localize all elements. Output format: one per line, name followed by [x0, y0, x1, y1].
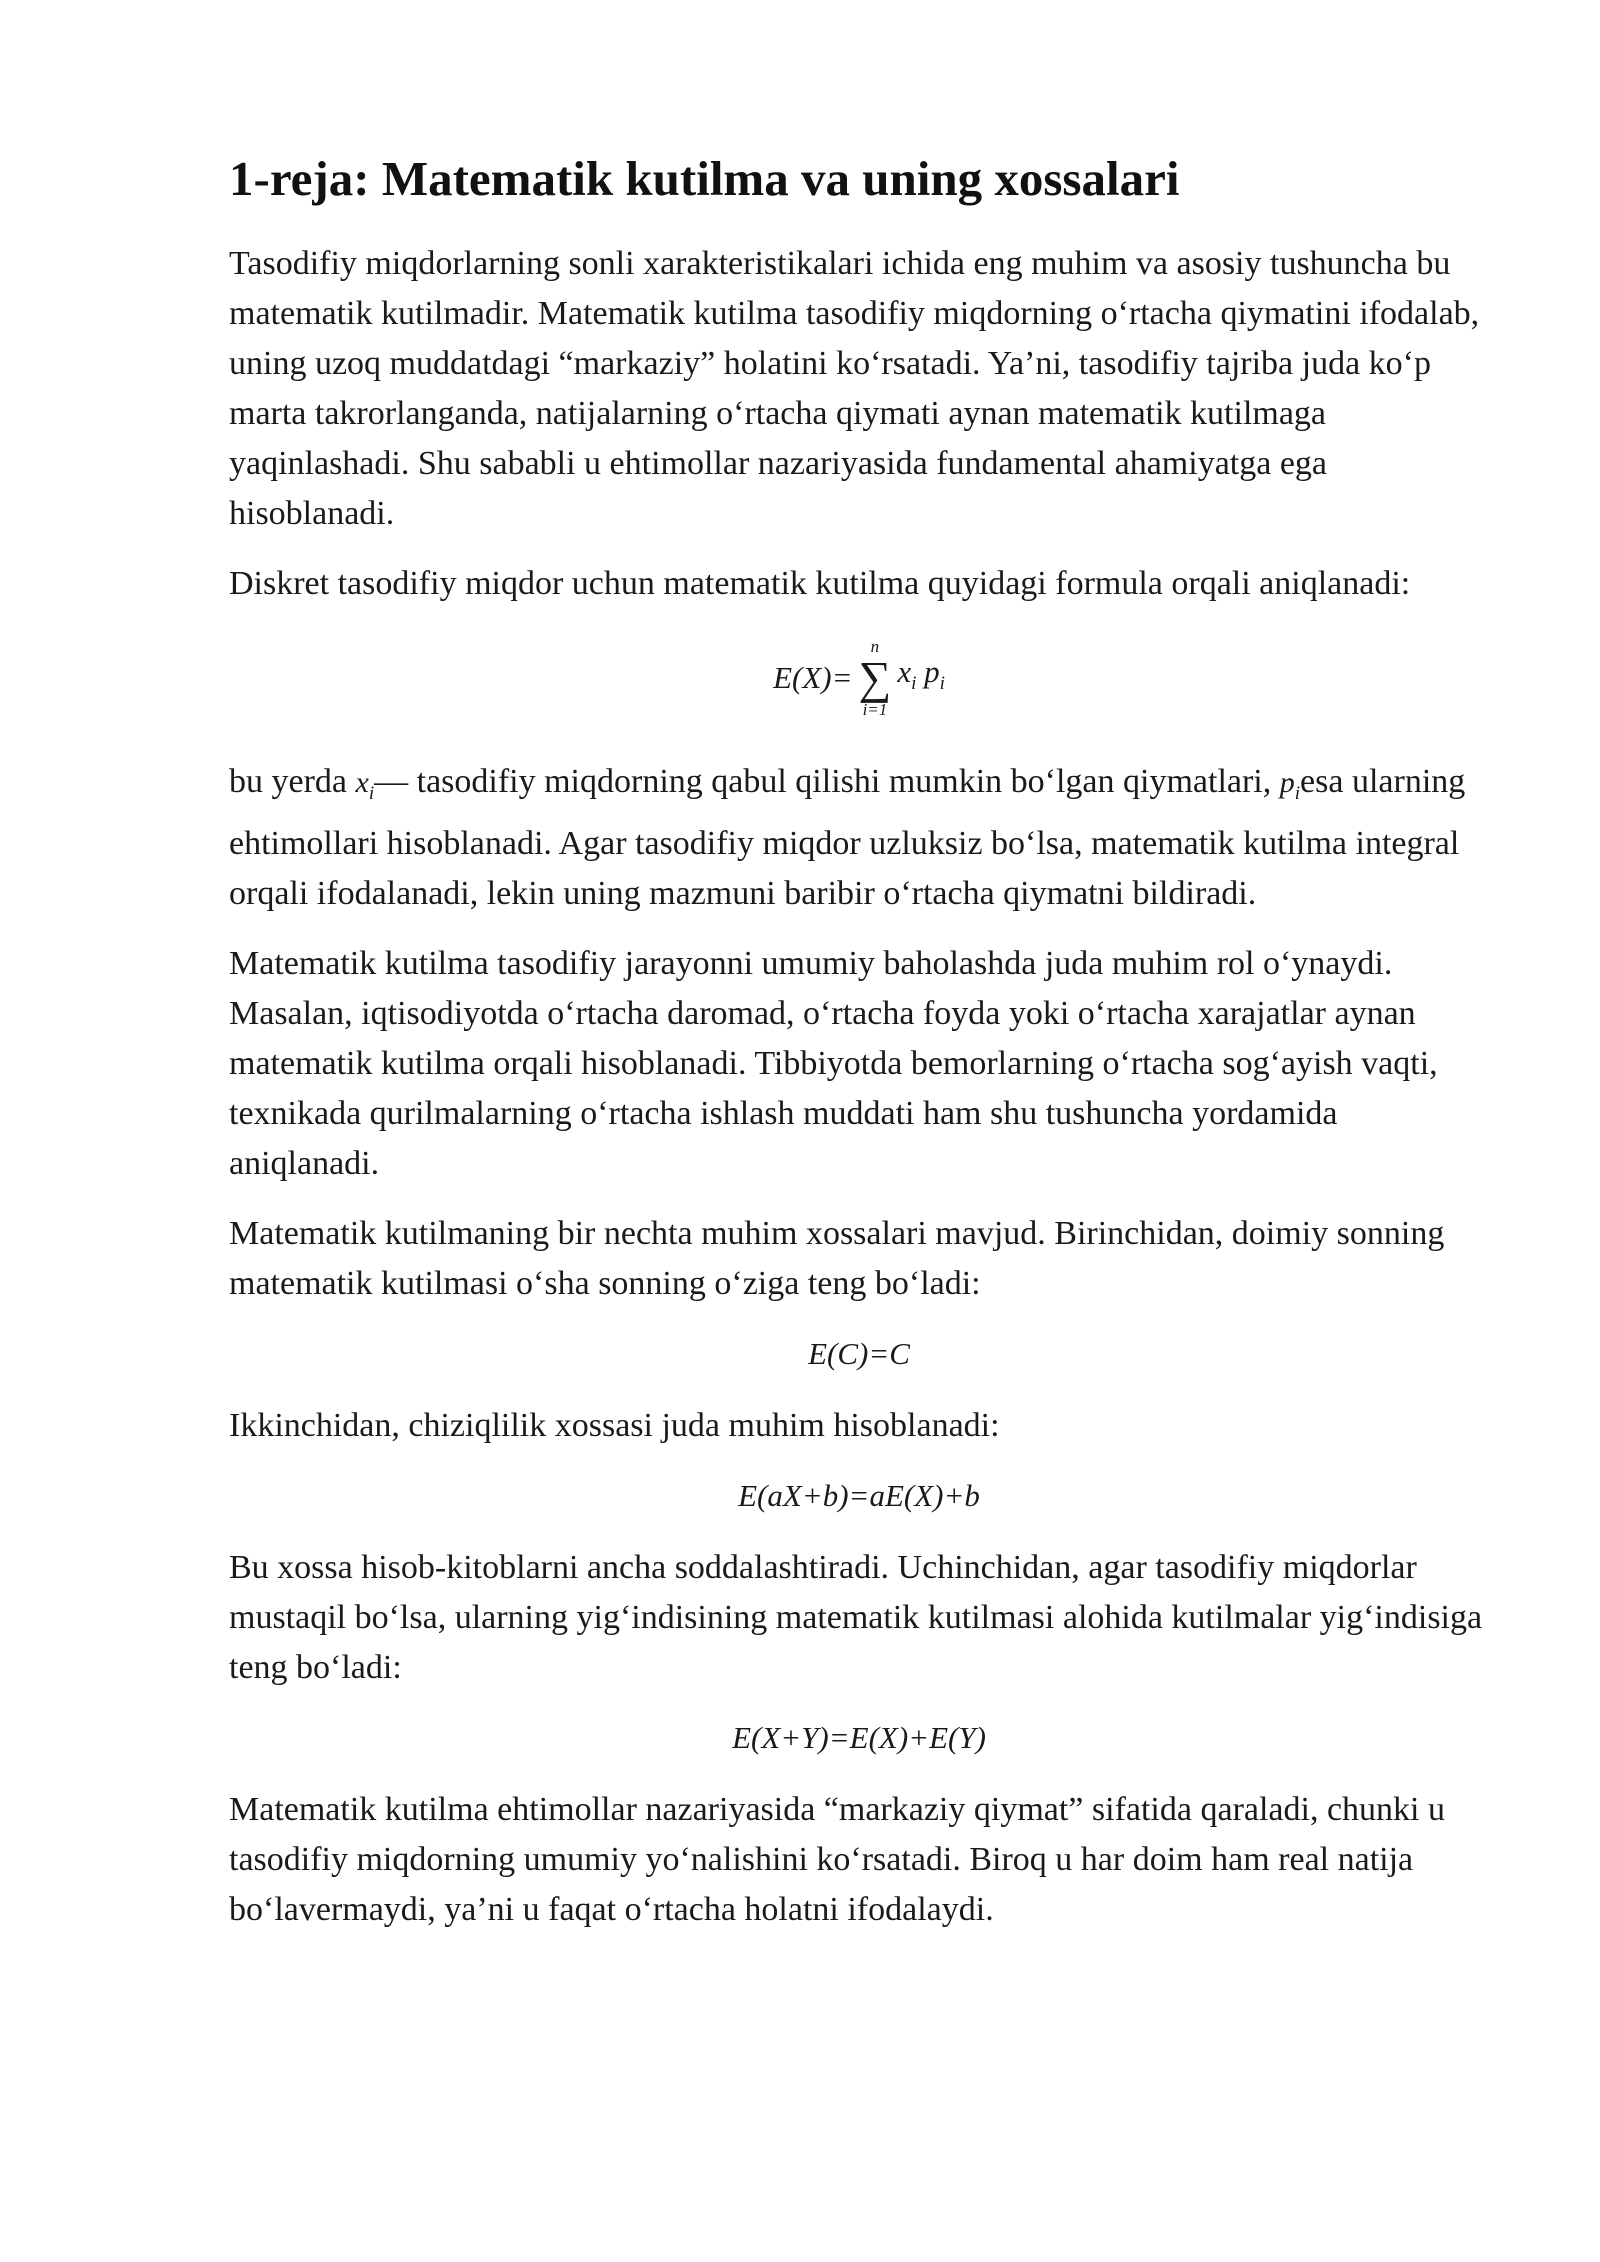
formula-sum: E(X+Y)=E(X)+E(Y)	[732, 1719, 986, 1755]
paragraph-variables-explained	[229, 757, 1489, 919]
paragraph-linearity: Ikkinchidan, chiziqlilik xossasi juda muhim hisoblanadi:	[229, 1406, 1000, 1444]
var-p: p	[1279, 765, 1295, 799]
var-x-index: i	[368, 782, 375, 804]
sum-upper-limit: n	[870, 636, 880, 656]
inline-var-p	[1279, 765, 1301, 804]
paragraph-conclusion: Matematik kutilma ehtimollar nazariyasida “markaziy qiymat” sifatida qaraladi, chunki u tasodifiy miqdorning umumiy yo‘nalishini ko‘rsatadi. Biroq u har doim ham real natija bo‘lavermaydi, ya’ni u faqat o‘rtacha holatni ifodalaydi.	[229, 1790, 1445, 1928]
sum-term	[897, 647, 945, 709]
formula-lhs: E(X)=	[773, 659, 853, 695]
text-segment: esa ularning ehtimollari hisoblanadi. Agar tasodifiy miqdor uzluksiz bo‘lsa, matematik kutilma integral orqali ifodalanadi, lekin uning mazmuni baribir o‘rtacha qiymatni bildiradi.	[229, 762, 1466, 912]
term-p-index: i	[939, 672, 945, 694]
sum-lower-limit: i=1	[862, 699, 888, 719]
paragraph-discrete-definition: Diskret tasodifiy miqdor uchun matematik kutilma quyidagi formula orqali aniqlanadi:	[229, 564, 1411, 602]
text-segment: — tasodifiy miqdorning qabul qilishi mumkin bo‘lgan qiymatlari,	[374, 762, 1280, 800]
text-segment: bu yerda	[229, 762, 356, 800]
var-p-index: i	[1294, 782, 1301, 804]
paragraph-intro: Tasodifiy miqdorlarning sonli xarakteristikalari ichida eng muhim va asosiy tushuncha bu matematik kutilmadir. Matematik kutilma tasodifiy miqdorning o‘rtacha qiymatini ifodalab, uning uzoq muddatdagi “markaziy” holatini ko‘rsatadi. Ya’ni, tasodifiy tajriba juda ko‘p marta takrorlanganda, natijalarning o‘rtacha qiymati aynan matematik kutilmaga yaqinlashadi. Shu sababli u ehtimollar nazariyasida fundamental ahamiyatga ega hisoblanadi.	[229, 244, 1480, 532]
summation	[859, 638, 892, 718]
document-page	[229, 150, 1489, 1955]
paragraph-independence: Bu xossa hisob-kitoblarni ancha soddalashtiradi. Uchinchidan, agar tasodifiy miqdorlar mustaqil bo‘lsa, ularning yig‘indisining matematik kutilmasi alohida kutilmalar yig‘indisiga teng bo‘ladi:	[229, 1548, 1483, 1686]
formula-constant: E(C)=C	[808, 1335, 910, 1371]
term-x-index: i	[911, 672, 917, 694]
term-p: p	[924, 653, 940, 689]
formula-linearity: E(aX+b)=aE(X)+b	[738, 1477, 980, 1513]
sigma-symbol: ∑	[858, 651, 892, 703]
paragraph-applications: Matematik kutilma tasodifiy jarayonni umumiy baholashda juda muhim rol o‘ynaydi. Masalan, iqtisodiyotda o‘rtacha daromad, o‘rtacha foyda yoki o‘rtacha xarajatlar aynan matematik kutilma orqali hisoblanadi. Tibbiyotda bemorlarning o‘rtacha sog‘ayish vaqti, texnikada qurilmalarning o‘rtacha ishlash muddati ham shu tushuncha yordamida aniqlanadi.	[229, 944, 1438, 1182]
term-x: x	[897, 653, 912, 689]
paragraph-properties-intro: Matematik kutilmaning bir nechta muhim xossalari mavjud. Birinchidan, doimiy sonning matematik kutilmasi o‘sha sonning o‘ziga teng bo‘ladi:	[229, 1214, 1445, 1302]
document-title: 1-reja: Matematik kutilma va uning xossalari	[229, 151, 1180, 206]
formula-expectation-sum	[229, 629, 1489, 727]
inline-var-x	[355, 765, 375, 804]
var-x: x	[355, 765, 369, 799]
